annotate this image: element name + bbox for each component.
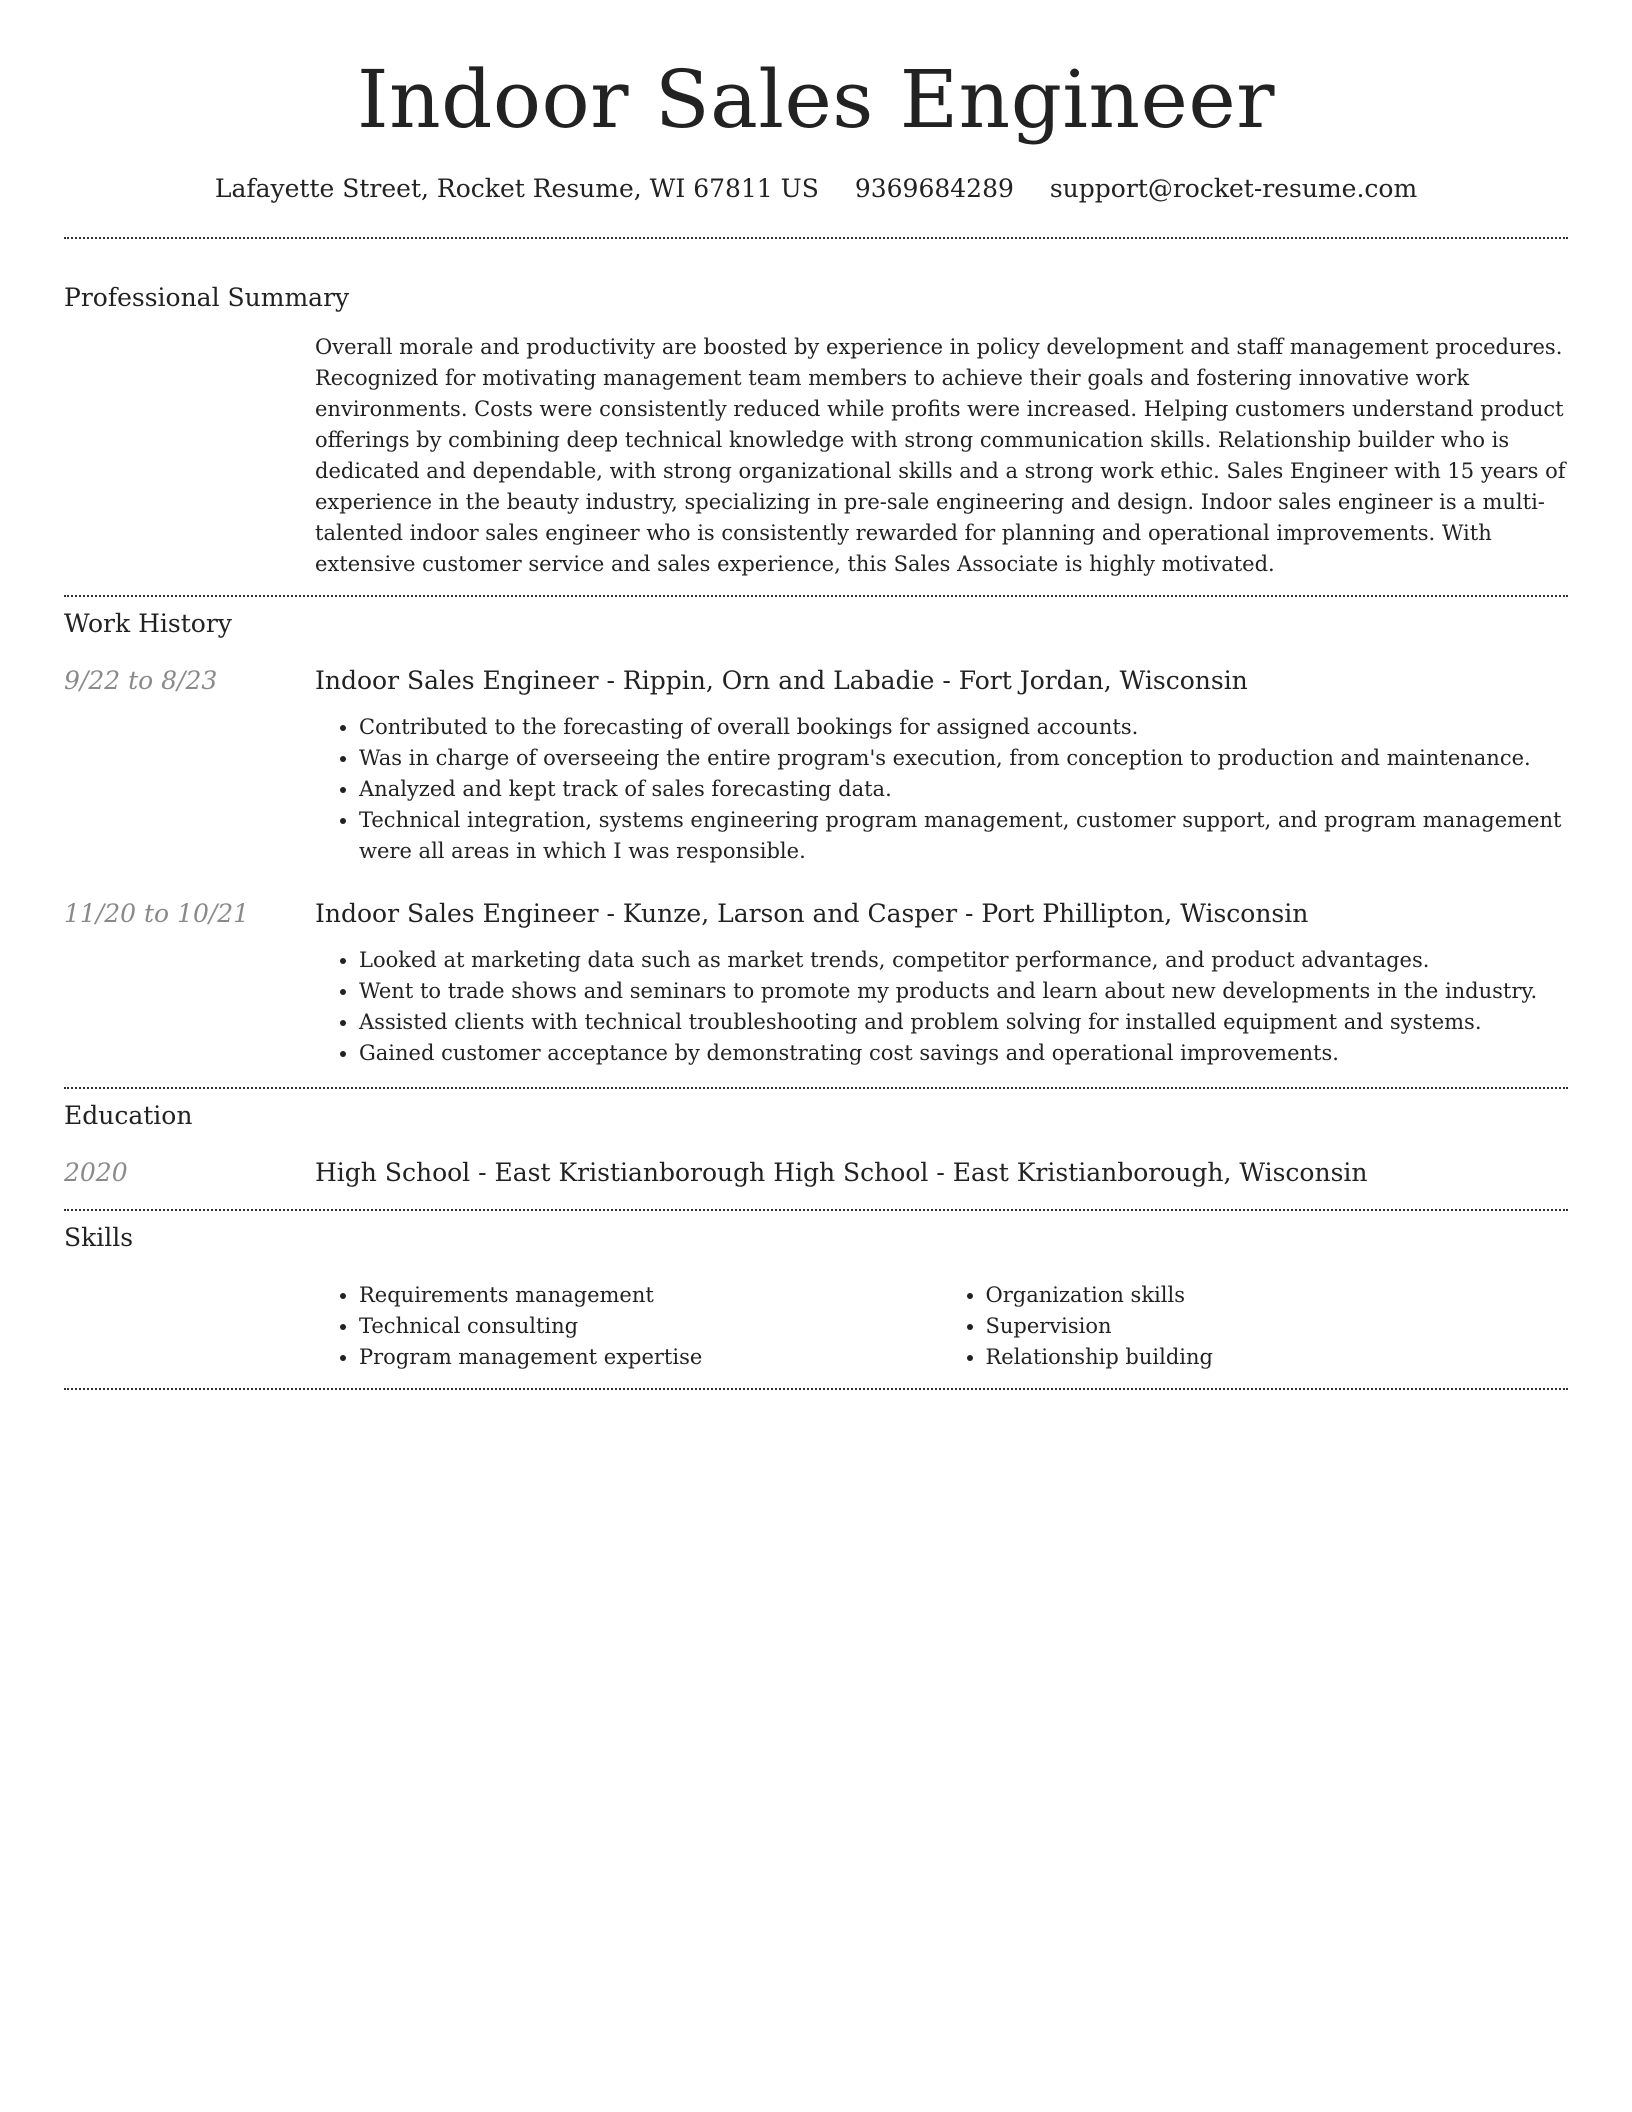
job-bullets: [315, 945, 1568, 1069]
education-year: 2020: [64, 1158, 128, 1187]
list-item: • Went to trade shows and seminars to promote my products and learn about new developments in the industry.: [359, 976, 1568, 1007]
summary-title: Professional Summary: [64, 283, 350, 312]
contact-email: support@rocket-resume.com: [1049, 174, 1418, 203]
summary-text: Overall morale and productivity are boosted by experience in policy development and staff management procedures. Recognized for motivating management team members to achieve their goals and fostering innovative work environments. Costs were consistently reduced while profits were increased. Helping customers understand product offerings by combining deep technical knowledge with strong communication skills. Relationship builder who is dedicated and dependable, with strong organizational skills and a strong work ethic. Sales Engineer with 15 years of experience in the beauty industry, specializing in pre-sale engineering and design. Indoor sales engineer is a multi-talented indoor sales engineer who is consistently rewarded for planning and operational improvements. With extensive customer service and sales experience, this Sales Associate is highly motivated.: [315, 335, 1566, 576]
divider: [64, 595, 1568, 597]
divider: [64, 1388, 1568, 1390]
skills-section: [64, 1223, 1568, 1373]
skills-title: Skills: [64, 1223, 134, 1252]
skills-list-left: [315, 1280, 942, 1373]
list-item: • Organization skills: [986, 1280, 1569, 1311]
list-item: • Analyzed and kept track of sales forecasting data.: [359, 774, 1568, 805]
job-dates: 11/20 to 10/21: [64, 899, 250, 928]
job-heading: Indoor Sales Engineer - Kunze, Larson and Casper - Port Phillipton, Wisconsin: [315, 899, 1309, 928]
list-item: • Assisted clients with technical troubleshooting and problem solving for installed equipment and systems.: [359, 1007, 1568, 1038]
summary-spacer: [64, 332, 315, 580]
candidate-name: Indoor Sales Engineer: [357, 53, 1275, 146]
divider: [64, 1087, 1568, 1089]
work-history-title: Work History: [64, 609, 232, 638]
work-history-section: [64, 609, 1568, 1069]
list-item: • Program management expertise: [359, 1342, 942, 1373]
education-title: Education: [64, 1101, 193, 1130]
divider: [64, 1209, 1568, 1211]
job-entry: [64, 899, 1568, 1069]
list-item: • Was in charge of overseeing the entire program's execution, from conception to production and maintenance.: [359, 743, 1568, 774]
list-item: • Gained customer acceptance by demonstrating cost savings and operational improvements.: [359, 1038, 1568, 1069]
list-item: • Requirements management: [359, 1280, 942, 1311]
job-dates: 9/22 to 8/23: [64, 666, 218, 695]
education-section: [64, 1101, 1568, 1187]
list-item: • Contributed to the forecasting of overall bookings for assigned accounts.: [359, 712, 1568, 743]
job-bullets: [315, 712, 1568, 867]
list-item: • Relationship building: [986, 1342, 1569, 1373]
list-item: • Technical integration, systems engineering program management, customer support, and program management were all areas in which I was responsible.: [359, 805, 1568, 867]
list-item: • Looked at marketing data such as market trends, competitor performance, and product advantages.: [359, 945, 1568, 976]
job-entry: [64, 666, 1568, 867]
summary-section: [64, 283, 1568, 580]
skills-list-right: [942, 1280, 1569, 1373]
list-item: • Technical consulting: [359, 1311, 942, 1342]
contact-address: Lafayette Street, Rocket Resume, WI 67811 US: [214, 174, 819, 203]
contact-line: [64, 174, 1568, 203]
divider: [64, 237, 1568, 239]
job-heading: Indoor Sales Engineer - Rippin, Orn and Labadie - Fort Jordan, Wisconsin: [315, 666, 1248, 695]
skills-spacer: [64, 1280, 315, 1373]
list-item: • Supervision: [986, 1311, 1569, 1342]
education-entry: High School - East Kristianborough High School - East Kristianborough, Wisconsin: [315, 1158, 1368, 1187]
contact-phone: 9369684289: [854, 174, 1014, 203]
